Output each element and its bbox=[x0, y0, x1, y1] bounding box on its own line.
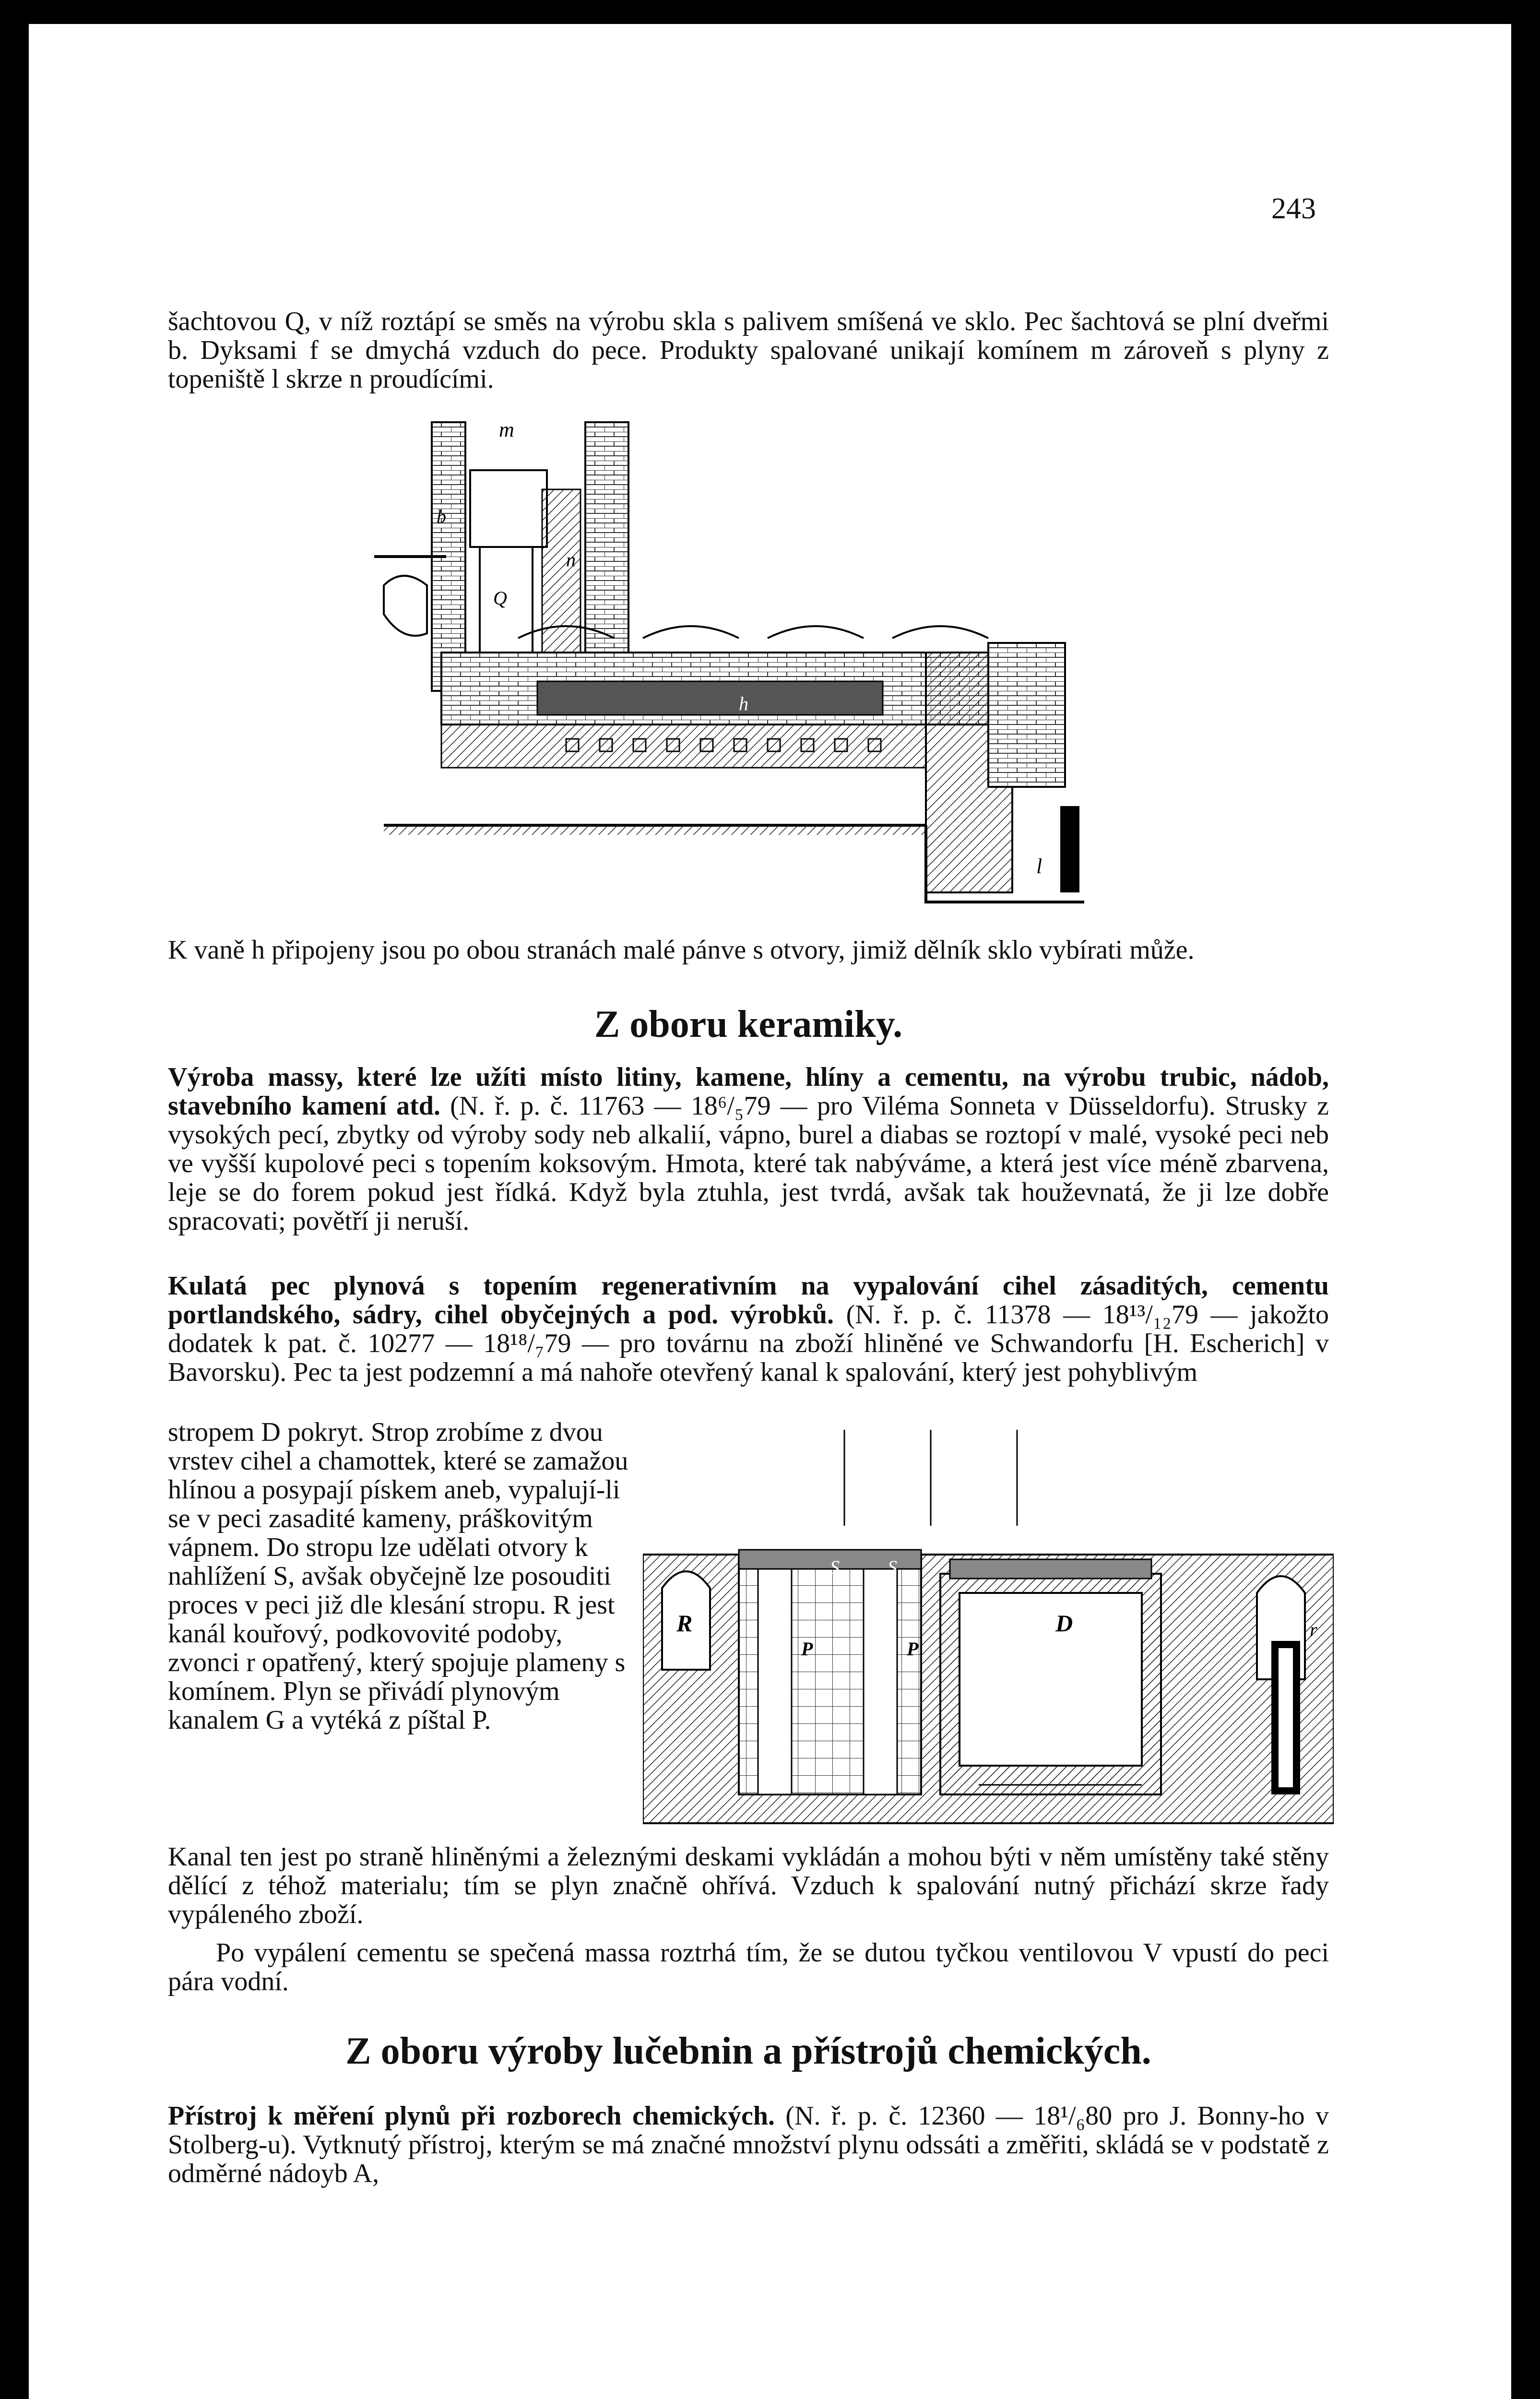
figure-gas-kiln bbox=[643, 1430, 1334, 1828]
fig2-label-P1: P bbox=[801, 1638, 813, 1660]
section-gas-kiln bbox=[168, 1271, 1329, 1387]
figure-glass-furnace bbox=[374, 413, 1142, 916]
fig1-label-h: h bbox=[739, 693, 748, 714]
section-gas-meter-body: (N. ř. p. č. 12360 — 18¹/₆80 pro J. Bonny-ho v Stolberg-u). Vytknutý přístroj, kterým se má značné množství plynu odssáti a změřiti, skládá se v podstatě z odměrné nádoyb A, bbox=[168, 2101, 1329, 2188]
fig1-label-b: b bbox=[437, 506, 446, 527]
fig2-label-P2: P bbox=[907, 1638, 919, 1660]
page bbox=[29, 24, 1511, 2399]
fig2-label-r: r bbox=[1310, 1619, 1317, 1640]
page-number: 243 bbox=[1271, 192, 1316, 225]
section-kiln-continued: Kanal ten jest po straně hliněnými a železnými deskami vykládán a mohou býti v něm umístěny také stěny dělící z téhož materialu; tím se plyn značně ohřívá. Vzduch k spalování nutný přichází skrze řady vypáleného zboží. bbox=[168, 1842, 1329, 1929]
fig2-label-S1: S bbox=[830, 1556, 840, 1578]
section-mass-body: (N. ř. p. č. 11763 — 18⁶/₅79 — pro Viléma Sonneta v Düsseldorfu). Strusky z vysokých pecí, zbytky od výroby sody neb alkalií, vápno, burel a diabas se roztopí v malé, vysoké peci neb ve vyšší kupolové peci s topením koksovým. Hmota, které tak nabýváme, a která jest více méně zbarvena, leje se do forem pokud jest řídká. Když byla ztuhla, jest tvrdá, avšak tak houževnatá, že ji lze dobře spracovati; povětří ji neruší. bbox=[168, 1091, 1329, 1236]
paragraph-intro: šachtovou Q, v níž roztápí se směs na výrobu skla s palivem smíšená ve sklo. Pec šachtová se plní dveřmi b. Dyksami f se dmychá vzduch do pece. Produkty spalované unikají komínem m zároveň s plyny z topeniště l skrze n proudícími. bbox=[168, 307, 1329, 394]
section-kiln-title: Kulatá pec plynová s topením regenerativním na vypalování cihel zásaditých, cementu portlandského, sádry, cihel obyčejných a pod. výrobků. bbox=[168, 1271, 1329, 1330]
fig2-label-D: D bbox=[1055, 1610, 1073, 1637]
section-mass-production bbox=[168, 1063, 1329, 1235]
section-kiln-body: (N. ř. p. č. 11378 — 18¹³/₁₂79 — jakožto dodatek k pat. č. 10277 — 18¹⁸/₇79 — pro továrnu na zboží hliněné ve Schwandorfu [H. Escherich] v Bavorsku). Pec ta jest podzemní a má nahoře otevřený kanal k spalování, který jest pohyblivým bbox=[168, 1300, 1329, 1387]
fig2-label-R: R bbox=[676, 1610, 693, 1637]
fig2-label-S2: S bbox=[888, 1556, 897, 1578]
heading-ceramics: Z oboru keramiky. bbox=[594, 1003, 903, 1045]
section-kiln-end: Po vypálení cementu se spečená massa roztrhá tím, že se dutou tyčkou ventilovou V vpustí do peci pára vodní. bbox=[168, 1938, 1329, 1996]
heading-chemicals: Z oboru výroby lučebnin a přístrojů chemických. bbox=[345, 2030, 1151, 2072]
paragraph-tank: K vaně h připojeny jsou po obou stranách malé pánve s otvory, jimiž dělník sklo vybírati může. bbox=[168, 935, 1195, 965]
section-gas-meter bbox=[168, 2102, 1329, 2188]
section-mass-title: Výroba massy, které lze užíti místo litiny, kamene, hlíny a cementu, na výrobu trubic, nádob, stavebního kamení atd. bbox=[168, 1062, 1329, 1121]
fig1-label-l: l bbox=[1036, 855, 1042, 878]
section-gas-meter-title: Přístroj k měření plynů při rozborech chemických. bbox=[168, 2101, 775, 2131]
fig1-label-m: m bbox=[499, 418, 514, 441]
section-kiln-narrow-text: stropem D pokryt. Strop zrobíme z dvou vrstev cihel a chamottek, které se zamažou hlínou a posypají pískem aneb, vypalují-li se v peci zasadité kameny, práškovitým vápnem. Do stropu lze udělati otvory k nahlížení S, avšak obyčejně lze posouditi proces v peci již dle klesání stropu. R jest kanál kouřový, podkovovité podoby, zvonci r opatřený, který spojuje plameny s komínem. Plyn se přivádí plynovým kanalem G a vytéká z píštal P. bbox=[168, 1417, 628, 1735]
fig1-label-Q: Q bbox=[493, 587, 507, 609]
fig1-label-n: n bbox=[566, 549, 576, 570]
